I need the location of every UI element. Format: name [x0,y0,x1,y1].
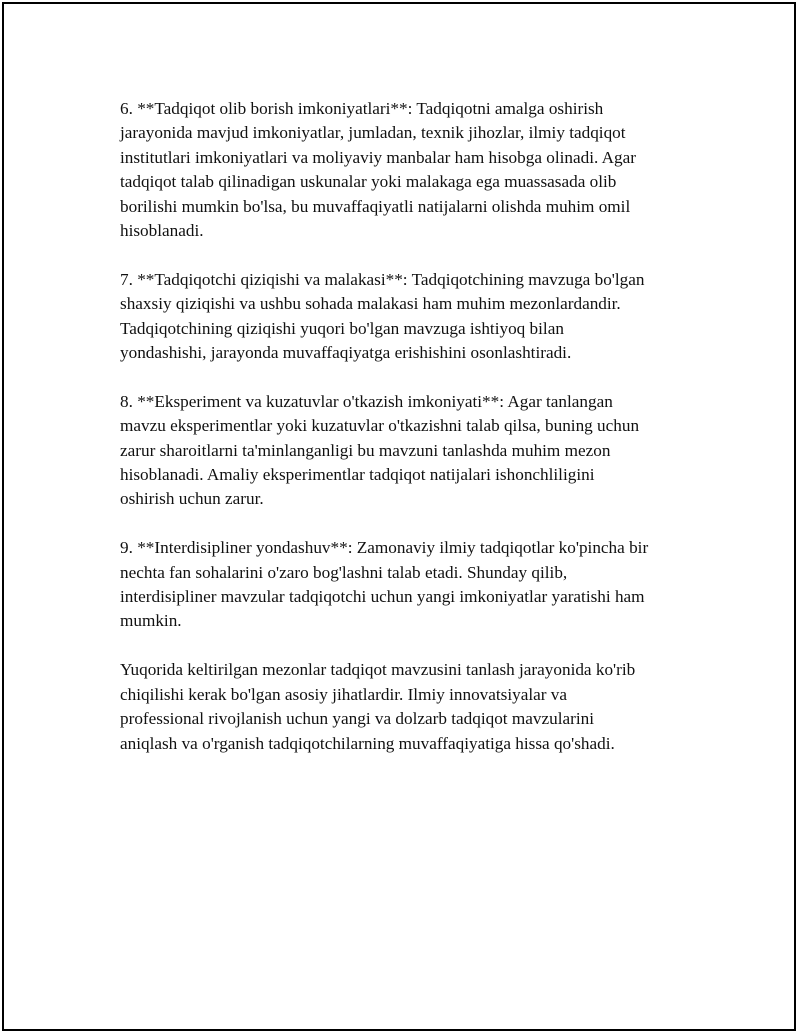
text-line: interdisipliner mavzular tadqiqotchi uchun yangi imkoniyatlar yaratishi ham [120,587,645,607]
paragraph-conclusion [120,658,710,756]
document-body [120,97,710,780]
text-line: Yuqorida keltirilgan mezonlar tadqiqot mavzusini tanlash jarayonida ko'rib [120,660,636,680]
paragraph-interdisciplinary [120,536,710,634]
text-line: 7. **Tadqiqotchi qiziqishi va malakasi**: Tadqiqotchining mavzuga bo'lgan [120,269,645,289]
text-line: professional rivojlanish uchun yangi va dolzarb tadqiqot mavzularini [120,709,594,729]
paragraph-research-opportunities [120,97,710,243]
text-line: oshirish uchun zarur. [120,489,264,509]
text-line: hisoblanadi. [120,221,204,241]
text-line: mavzu eksperimentlar yoki kuzatuvlar o'tkazishni talab qilsa, buning uchun [120,416,640,436]
document-page [2,2,796,1031]
text-line: 6. **Tadqiqot olib borish imkoniyatlari**: Tadqiqotni amalga oshirish [120,99,604,118]
text-line: tadqiqot talab qilinadigan uskunalar yoki malakaga ega muassasada olib [120,172,617,192]
text-line: zarur sharoitlarni ta'minlanganligi bu mavzuni tanlashda muhim mezon [120,440,611,460]
text-line: mumkin. [120,611,182,631]
text-line: jarayonida mavjud imkoniyatlar, jumladan, texnik jihozlar, ilmiy tadqiqot [120,123,626,143]
text-line: aniqlash va o'rganish tadqiqotchilarning muvaffaqiyatiga hissa qo'shadi. [120,733,615,753]
text-line: 9. **Interdisipliner yondashuv**: Zamonaviy ilmiy tadqiqotlar ko'pincha bir [120,538,649,558]
paragraph-researcher-interest [120,268,710,366]
text-line: borilishi mumkin bo'lsa, bu muvaffaqiyatli natijalarni olishda muhim omil [120,196,631,216]
text-line: nechta fan sohalarini o'zaro bog'lashni talab etadi. Shunday qilib, [120,562,568,582]
text-line: hisoblanadi. Amaliy eksperimentlar tadqiqot natijalari ishonchliligini [120,465,595,485]
text-line: 8. **Eksperiment va kuzatuvlar o'tkazish imkoniyati**: Agar tanlangan [120,391,613,411]
text-line: institutlari imkoniyatlari va moliyaviy manbalar ham hisobga olinadi. Agar [120,147,636,167]
text-line: Tadqiqotchining qiziqishi yuqori bo'lgan mavzuga ishtiyoq bilan [120,318,564,338]
text-line: shaxsiy qiziqishi va ushbu sohada malakasi ham muhim mezonlardandir. [120,294,621,314]
text-line: chiqilishi kerak bo'lgan asosiy jihatlardir. Ilmiy innovatsiyalar va [120,684,568,704]
paragraph-experiments [120,390,710,512]
text-line: yondashishi, jarayonda muvaffaqiyatga erishishini osonlashtiradi. [120,343,572,363]
